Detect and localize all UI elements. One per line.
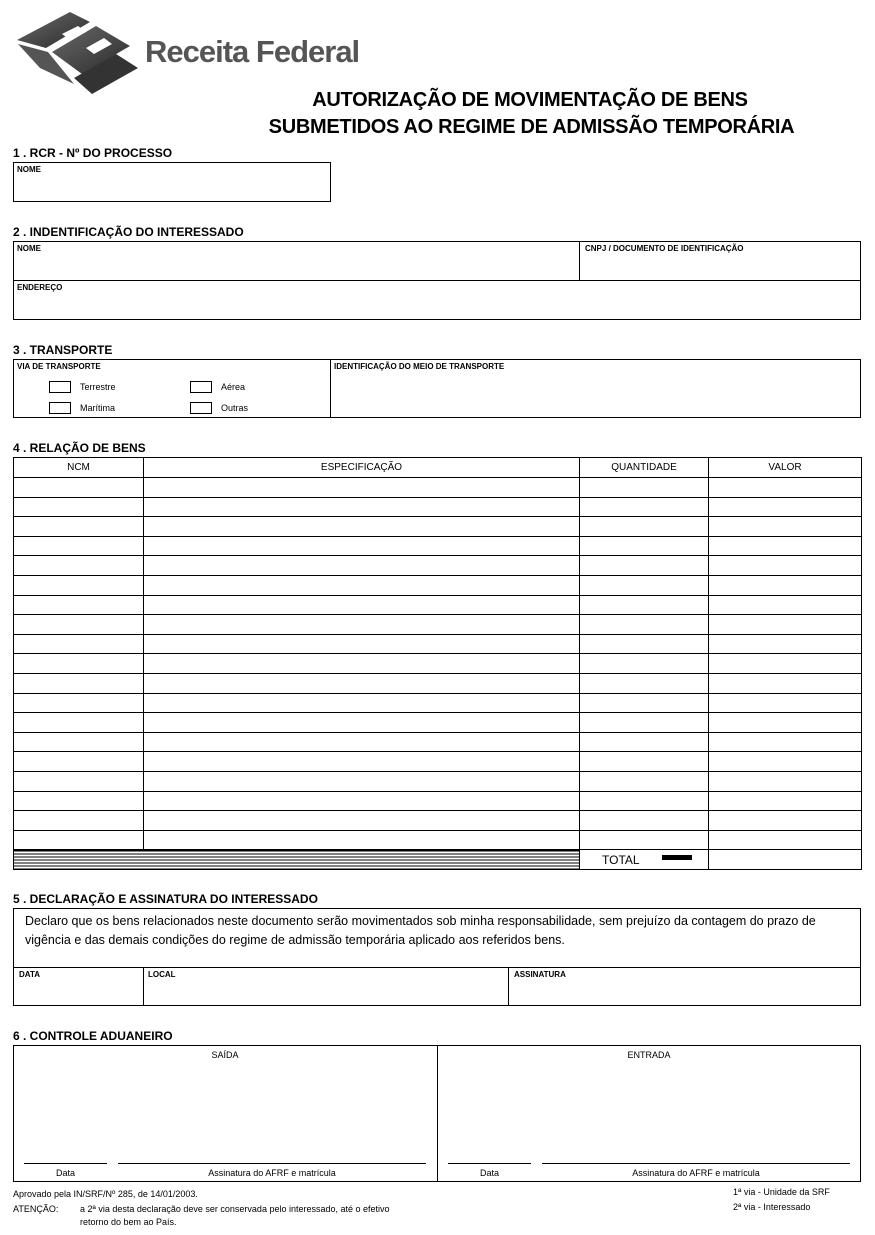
cell-valor[interactable] xyxy=(709,771,862,791)
table-row xyxy=(14,634,862,654)
cell-valor[interactable] xyxy=(709,536,862,556)
cell-quantidade[interactable] xyxy=(580,791,709,811)
cell-especificacao[interactable] xyxy=(144,791,580,811)
cell-ncm[interactable] xyxy=(14,830,144,850)
cell-valor[interactable] xyxy=(709,634,862,654)
form-title-line1: AUTORIZAÇÃO DE MOVIMENTAÇÃO DE BENS xyxy=(312,89,748,111)
checkbox-outras[interactable] xyxy=(190,402,212,414)
cell-especificacao[interactable] xyxy=(144,811,580,831)
cell-quantidade[interactable] xyxy=(580,556,709,576)
cell-ncm[interactable] xyxy=(14,615,144,635)
table-row xyxy=(14,654,862,674)
goods-header-row xyxy=(14,458,862,478)
cell-quantidade[interactable] xyxy=(580,752,709,772)
via-label: VIA DE TRANSPORTE xyxy=(17,362,101,371)
cell-valor[interactable] xyxy=(709,830,862,850)
table-row xyxy=(14,556,862,576)
total-bar-mark xyxy=(662,855,692,860)
date-label: DATA xyxy=(19,970,41,979)
cell-especificacao[interactable] xyxy=(144,654,580,674)
hatched-cell xyxy=(14,850,580,870)
cell-valor[interactable] xyxy=(709,595,862,615)
cell-ncm[interactable] xyxy=(14,771,144,791)
cell-especificacao[interactable] xyxy=(144,732,580,752)
divider xyxy=(330,359,331,418)
cell-quantidade[interactable] xyxy=(580,517,709,537)
cell-valor[interactable] xyxy=(709,517,862,537)
section3-title: 3 . TRANSPORTE xyxy=(13,343,113,357)
cell-ncm[interactable] xyxy=(14,517,144,537)
table-row xyxy=(14,575,862,595)
table-row xyxy=(14,517,862,537)
cnpj-label: CNPJ / DOCUMENTO DE IDENTIFICAÇÃO xyxy=(585,244,744,253)
divider xyxy=(508,967,509,1006)
table-row xyxy=(14,791,862,811)
cell-ncm[interactable] xyxy=(14,556,144,576)
section1-title: 1 . RCR - Nº DO PROCESSO xyxy=(13,146,173,160)
cell-quantidade[interactable] xyxy=(580,673,709,693)
cell-quantidade[interactable] xyxy=(580,771,709,791)
total-label: TOTAL xyxy=(602,853,640,868)
cell-ncm[interactable] xyxy=(14,478,144,498)
cell-valor[interactable] xyxy=(709,497,862,517)
cell-especificacao[interactable] xyxy=(144,478,580,498)
divider xyxy=(579,241,580,281)
cell-valor[interactable] xyxy=(709,693,862,713)
exit-afrf-caption: Assinatura do AFRF e matrícula xyxy=(208,1168,336,1178)
cell-valor[interactable] xyxy=(709,673,862,693)
cell-quantidade[interactable] xyxy=(580,497,709,517)
date-field[interactable] xyxy=(15,969,142,1004)
cell-ncm[interactable] xyxy=(14,595,144,615)
option-outras-label: Outras xyxy=(221,403,249,413)
checkbox-aerea[interactable] xyxy=(190,381,212,393)
total-label-cell xyxy=(580,850,709,870)
address-field[interactable] xyxy=(15,282,859,318)
cell-especificacao[interactable] xyxy=(144,673,580,693)
approval-note: Aprovado pela IN/SRF/Nº 285, de 14/01/2003. xyxy=(13,1189,198,1199)
cell-especificacao[interactable] xyxy=(144,771,580,791)
cell-quantidade[interactable] xyxy=(580,595,709,615)
cell-quantidade[interactable] xyxy=(580,811,709,831)
brand-name: Receita Federal xyxy=(145,34,360,69)
cell-especificacao[interactable] xyxy=(144,752,580,772)
cell-valor[interactable] xyxy=(709,752,862,772)
entry-date-caption: Data xyxy=(479,1168,499,1178)
cell-ncm[interactable] xyxy=(14,713,144,733)
checkbox-terrestre[interactable] xyxy=(49,381,71,393)
attention-label: ATENÇÃO: xyxy=(13,1204,59,1214)
cell-quantidade[interactable] xyxy=(580,478,709,498)
cell-valor[interactable] xyxy=(709,556,862,576)
entry-signature-area[interactable] xyxy=(439,1063,859,1163)
cell-especificacao[interactable] xyxy=(144,517,580,537)
goods-table xyxy=(13,457,862,870)
cell-quantidade[interactable] xyxy=(580,693,709,713)
cell-ncm[interactable] xyxy=(14,654,144,674)
table-row xyxy=(14,673,862,693)
cell-especificacao[interactable] xyxy=(144,693,580,713)
cell-quantidade[interactable] xyxy=(580,634,709,654)
entry-date-line xyxy=(448,1163,531,1164)
table-row xyxy=(14,693,862,713)
checkbox-maritima[interactable] xyxy=(49,402,71,414)
cell-valor[interactable] xyxy=(709,615,862,635)
cell-ncm[interactable] xyxy=(14,732,144,752)
entry-afrf-line xyxy=(542,1163,850,1164)
table-row xyxy=(14,536,862,556)
cell-quantidade[interactable] xyxy=(580,713,709,733)
cell-valor[interactable] xyxy=(709,732,862,752)
cell-valor[interactable] xyxy=(709,654,862,674)
option-aerea-label: Aérea xyxy=(221,382,246,392)
divider xyxy=(13,280,861,281)
table-row xyxy=(14,713,862,733)
section4-title: 4 . RELAÇÃO DE BENS xyxy=(13,441,146,455)
exit-date-caption: Data xyxy=(55,1168,75,1178)
col-ncm-header: NCM xyxy=(14,458,144,478)
process-name-label: NOME xyxy=(17,165,41,174)
cell-ncm[interactable] xyxy=(14,673,144,693)
copy1-note: 1ª via - Unidade da SRF xyxy=(733,1187,830,1197)
form-title-line2: SUBMETIDOS AO REGIME DE ADMISSÃO TEMPORÁRIA xyxy=(268,116,795,138)
attention-line1: a 2ª via desta declaração deve ser conservada pelo interessado, até o efetivo xyxy=(80,1204,390,1214)
table-row xyxy=(14,752,862,772)
divider xyxy=(437,1045,438,1182)
cell-quantidade[interactable] xyxy=(580,575,709,595)
cell-especificacao[interactable] xyxy=(144,497,580,517)
cell-especificacao[interactable] xyxy=(144,575,580,595)
entry-label: ENTRADA xyxy=(627,1050,671,1060)
cell-quantidade[interactable] xyxy=(580,830,709,850)
place-label: LOCAL xyxy=(148,970,176,979)
cell-ncm[interactable] xyxy=(14,752,144,772)
place-field[interactable] xyxy=(145,969,507,1004)
attention-line2: retorno do bem ao País. xyxy=(80,1217,177,1227)
cell-valor[interactable] xyxy=(709,791,862,811)
exit-date-line xyxy=(24,1163,107,1164)
transport-id-field[interactable] xyxy=(332,374,859,416)
cell-especificacao[interactable] xyxy=(144,634,580,654)
cell-especificacao[interactable] xyxy=(144,595,580,615)
col-valor-header: VALOR xyxy=(709,458,862,478)
section5-title: 5 . DECLARAÇÃO E ASSINATURA DO INTERESSADO xyxy=(13,892,318,906)
table-row xyxy=(14,478,862,498)
cell-ncm[interactable] xyxy=(14,811,144,831)
table-row xyxy=(14,771,862,791)
cell-especificacao[interactable] xyxy=(144,830,580,850)
cell-especificacao[interactable] xyxy=(144,713,580,733)
col-especificacao-header: ESPECIFICAÇÃO xyxy=(144,458,580,478)
table-row xyxy=(14,595,862,615)
signature-label: ASSINATURA xyxy=(514,970,566,979)
cell-ncm[interactable] xyxy=(14,791,144,811)
table-row xyxy=(14,732,862,752)
cell-valor[interactable] xyxy=(709,811,862,831)
cell-valor[interactable] xyxy=(709,713,862,733)
divider xyxy=(143,967,144,1006)
cell-especificacao[interactable] xyxy=(144,556,580,576)
cell-especificacao[interactable] xyxy=(144,536,580,556)
option-terrestre-label: Terrestre xyxy=(80,382,116,392)
total-row xyxy=(14,850,862,870)
exit-signature-area[interactable] xyxy=(15,1063,436,1163)
entry-afrf-caption: Assinatura do AFRF e matrícula xyxy=(632,1168,760,1178)
interested-name-field[interactable] xyxy=(15,243,578,279)
cell-ncm[interactable] xyxy=(14,575,144,595)
declaration-text: Declaro que os bens relacionados neste documento serão movimentados sob minha responsabilidade, sem prejuízo da contagem do prazo de vigência e das demais condições do regime de admissão temporária aplicado aos referidos bens. xyxy=(25,914,816,947)
name-label: NOME xyxy=(17,244,41,253)
cell-ncm[interactable] xyxy=(14,634,144,654)
cell-ncm[interactable] xyxy=(14,536,144,556)
receita-federal-logo-icon xyxy=(12,8,142,96)
copy2-note: 2ª via - Interessado xyxy=(733,1202,811,1212)
process-name-field[interactable] xyxy=(13,162,331,202)
cell-quantidade[interactable] xyxy=(580,615,709,635)
section2-title: 2 . INDENTIFICAÇÃO DO INTERESSADO xyxy=(13,225,244,239)
exit-afrf-line xyxy=(118,1163,426,1164)
table-row xyxy=(14,615,862,635)
cell-especificacao[interactable] xyxy=(144,615,580,635)
table-row xyxy=(14,811,862,831)
cell-valor[interactable] xyxy=(709,478,862,498)
cell-quantidade[interactable] xyxy=(580,536,709,556)
cell-quantidade[interactable] xyxy=(580,732,709,752)
divider xyxy=(13,967,861,968)
transport-id-label: IDENTIFICAÇÃO DO MEIO DE TRANSPORTE xyxy=(334,362,505,371)
cell-ncm[interactable] xyxy=(14,497,144,517)
cell-quantidade[interactable] xyxy=(580,654,709,674)
cell-ncm[interactable] xyxy=(14,693,144,713)
option-maritima-label: Marítima xyxy=(80,403,116,413)
col-quantidade-header: QUANTIDADE xyxy=(580,458,709,478)
table-row xyxy=(14,497,862,517)
table-row xyxy=(14,830,862,850)
total-value-cell[interactable] xyxy=(709,850,862,870)
exit-label: SAÍDA xyxy=(211,1050,239,1060)
section6-title: 6 . CONTROLE ADUANEIRO xyxy=(13,1029,173,1043)
signature-field[interactable] xyxy=(510,969,859,1004)
cell-valor[interactable] xyxy=(709,575,862,595)
address-label: ENDEREÇO xyxy=(17,283,63,292)
